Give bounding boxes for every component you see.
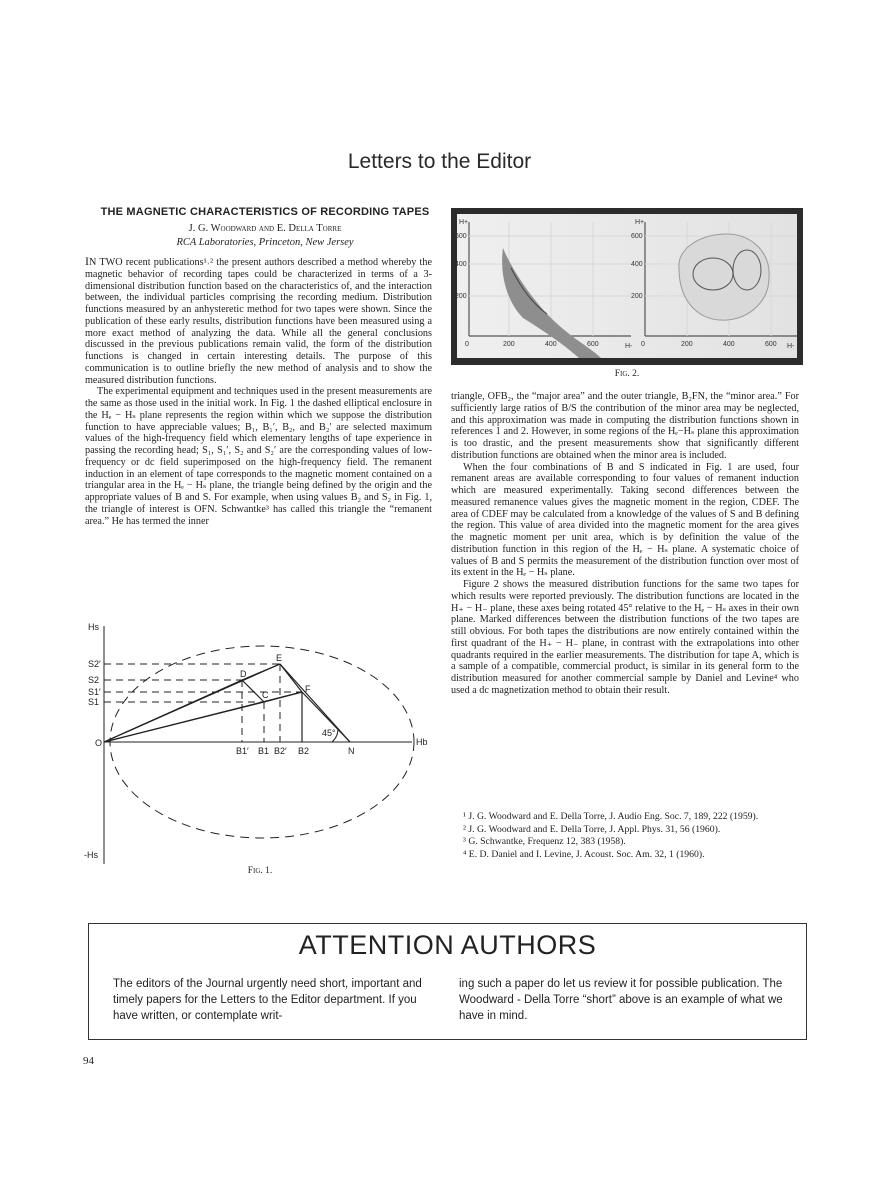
s2-label: S2 (88, 675, 100, 685)
attention-authors-title: ATTENTION AUTHORS (298, 930, 597, 960)
left-paragraph-1-text: N TWO recent publications¹˒² the present authors described a method whereby the magnetic behavior of recording tapes could be characterized in terms of a 3-dimensional distribution function based on the characteristics of, and the interaction between, the individual particles comprising the recording medium. Distribution functions measured by an anhysteretic method for two tapes were shown. Since the publication of these early results, distribution functions have been measured using a more exact method of analyzing the data. While all the general conclusions discussed in the previous publications remain valid, the form of the distribution functions is changed in certain interesting details. The purpose of this communication is to outline briefly the new method of analysis and to show the measured distribution functions. (85, 257, 432, 386)
right-y-tick-400: 400 (631, 261, 643, 268)
figure-2-photo (451, 208, 803, 365)
s2p-label: S2′ (88, 659, 101, 669)
footnote-1: ¹ J. G. Woodward and E. Della Torre, J. Audio Eng. Soc. 7, 189, 222 (1959). (463, 811, 759, 822)
attention-authors-left-text: The editors of the Journal urgently need short, important and timely papers for the Letters to the Editor department. If you have written, or contemplate writ- (113, 978, 422, 1022)
left-axis-y: H+ (459, 219, 469, 226)
right-x-tick-400: 400 (723, 341, 735, 348)
right-axis-x: H- (787, 343, 795, 350)
hs-bottom-label: -Hs (84, 850, 98, 860)
right-paragraph-3: Figure 2 shows the measured distribution functions for the same two tapes for which results were reported previously. The distribution functions are located in the H₊ − H₋ plane, these axes being rotated 45° relative to the Hₑ − Hₛ axes in their own plane. Marked differences between the distribution functions of the two tapes are still obvious. For both tapes the distributions are now entirely contained within the first quadrant of the H₊ − H₋ plane, in contrast with the extrapolations into other quadrants required in the earlier measurements. The distribution for tape A, which is a sample of a compatible, commercial product, is similar in its general form to the distribution measured for another commercial sample by Daniel and Levine⁴ who used a dc magnetization method to obtain their result. (451, 579, 799, 696)
b2p-label: B2′ (274, 746, 287, 756)
b1p-label: B1′ (236, 746, 249, 756)
drop-cap: I (85, 254, 89, 268)
attention-authors-right-text: ing such a paper do let us review it for possible publication. The Woodward - Della Torre “short” above is an example of what we have in mind. (459, 978, 783, 1022)
right-x-tick-0: 0 (641, 341, 645, 348)
figure-2-caption: Fig. 2. (614, 369, 640, 379)
dashed-guides (104, 664, 302, 742)
left-axis-x: H- (625, 343, 633, 350)
c-label: C (262, 690, 269, 700)
article-authors: J. G. Woodward and E. Della Torre (188, 223, 342, 234)
e-label: E (276, 653, 283, 663)
left-x-tick-400: 400 (545, 341, 557, 348)
left-x-tick-200: 200 (503, 341, 515, 348)
b1-label: B1 (258, 746, 270, 756)
f-label: F (305, 684, 311, 694)
figure-2-svg (451, 208, 803, 365)
left-paragraph-1 (85, 256, 432, 386)
left-paragraph-2: The experimental equipment and techniques used in the present measurements are the same as those used in the initial work. In Fig. 1 the dashed elliptical enclosure in the Hₑ − Hₛ plane represents the region within which we suppose the distribution function to have appreciable values; B₁, B₁′, B₂, and B₂′ are selected maximum values of the high-frequency field which elementary lengths of tape experience in passing the recording head; S₁, S₁′, S₂ and S₂′ are the corresponding values of low-frequency or dc field superimposed on the high-frequency field. The remanent induction in an element of tape corresponds to the magnetic moment contained on a triangular area in the Hₑ − Hₛ plane, the triangle being defined by the origin and the appropriate values of B and S. For example, when using values B₂ and S₂ in Fig. 1, the triangle of interest is OFN. Schwantke³ has called this triangle the “remanent area.” He has termed the inner (85, 386, 432, 527)
origin-label: O (95, 738, 103, 748)
angle-label: 45° (322, 728, 336, 738)
tape-b-distribution (679, 234, 769, 320)
right-paragraph-1: triangle, OFB₂, the “major area” and the outer triangle, B₂FN, the “minor area.” For sufficiently large ratios of B/S the contribution of the minor area may be neglected, and this approximation was made in computing the distribution functions shown in references 1 and 2. However, in some regions of the Hₑ−Hₛ plane this approximation is too drastic, and the present measurements show that significantly different distribution functions are obtained when the minor area is included. (451, 391, 799, 461)
footnote-2: ² J. G. Woodward and E. Della Torre, J. Appl. Phys. 31, 56 (1960). (463, 823, 721, 835)
remanent-triangles (104, 664, 350, 742)
right-x-tick-600: 600 (765, 341, 777, 348)
hb-label: Hb (416, 737, 428, 747)
hs-top-label: Hs (88, 622, 99, 632)
footnotes (451, 811, 799, 861)
right-paragraph-2: When the four combinations of B and S indicated in Fig. 1 are used, four remanent areas are available corresponding to four values of remanent induction which are measured experimentally. Taking second differences between the measured remanence values gives the magnetic moment in the region, CDEF. The area of CDEF may be calculated from a knowledge of the values of S and B defining the region. This value of area divided into the magnetic moment for the area gives the magnetic moment per unit area, which is by definition the value of the distribution function in this region of the Hₑ − Hₛ plane. A systematic choice of values of B and S permits the measurement of the distribution function over most of its extent in the Hₑ − Hₛ plane. (451, 461, 799, 579)
article-affiliation: RCA Laboratories, Princeton, New Jersey (176, 237, 354, 248)
d-label: D (240, 669, 247, 679)
n-label: N (348, 746, 355, 756)
article-title: THE MAGNETIC CHARACTERISTICS OF RECORDING TAPES (100, 206, 430, 218)
footnote-4: ⁴ E. D. Daniel and I. Levine, J. Acoust. Soc. Am. 32, 1 (1960). (463, 848, 705, 860)
right-axis-y: H+ (635, 219, 645, 226)
b2-label: B2 (298, 746, 310, 756)
right-x-tick-200: 200 (681, 341, 693, 348)
section-title: Letters to the Editor (347, 150, 532, 173)
page-number: 94 (83, 1055, 94, 1067)
s1p-label: S1′ (88, 687, 101, 697)
left-y-tick-400: 400 (455, 261, 467, 268)
left-x-tick-0: 0 (465, 341, 469, 348)
right-y-tick-200: 200 (631, 293, 643, 300)
left-column (85, 256, 432, 527)
right-y-tick-600: 600 (631, 233, 643, 240)
figure-1-caption: Fig. 1. (247, 866, 273, 876)
right-column (451, 391, 799, 697)
left-y-tick-600: 600 (455, 233, 467, 240)
left-x-tick-600: 600 (587, 341, 599, 348)
figure-1-diagram (82, 618, 442, 868)
s1-label: S1 (88, 697, 100, 707)
footnote-3: ³ G. Schwantke, Frequenz 12, 383 (1958). (463, 836, 626, 847)
left-y-tick-200: 200 (455, 293, 467, 300)
